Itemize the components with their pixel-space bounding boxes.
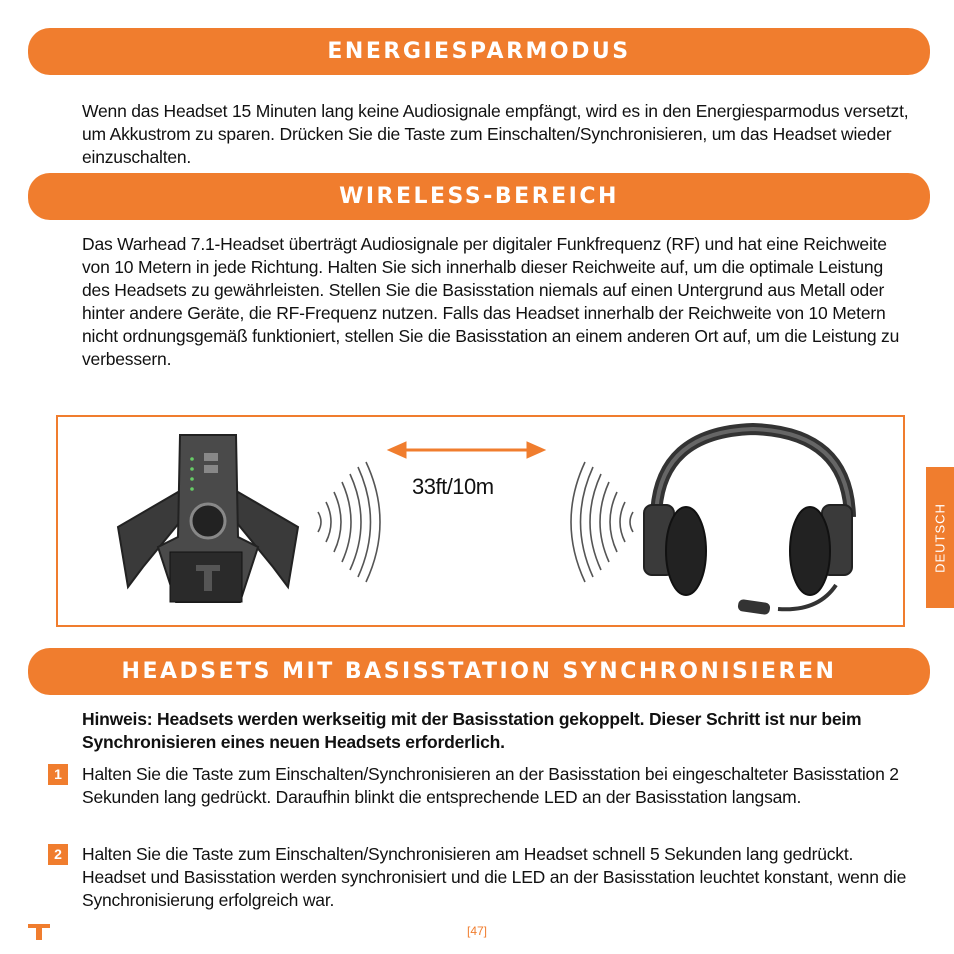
paragraph-power-save: Wenn das Headset 15 Minuten lang keine Audiosignale empfängt, wird es in den Energiesparmodus versetzt, um Akkustrom zu sparen. Drücken Sie die Taste zum Einschalten/Synchronisieren, um das Headset wieder einzuschalten. — [82, 101, 909, 167]
headset-image — [644, 429, 852, 615]
step-1-number: 1 — [48, 764, 68, 785]
section-title-power-save: ENERGIESPARMODUS — [327, 39, 631, 64]
step-2-text: Halten Sie die Taste zum Einschalten/Synchronisieren am Headset schnell 5 Sekunden lang gedrückt. Headset und Basisstation werden synchronisiert und die LED an der Basisstation leuchtet konstant, wenn die Synchronisierung erfolgreich war. — [82, 844, 907, 910]
range-illustration — [58, 417, 903, 625]
range-arrow — [388, 442, 545, 458]
sync-note: Hinweis: Headsets werden werkseitig mit der Basisstation gekoppelt. Dieser Schritt ist nur beim Synchronisieren eines neuen Headsets erforderlich. — [82, 709, 862, 752]
wireless-range-figure — [56, 415, 905, 627]
section-banner-power-save — [28, 28, 930, 75]
signal-waves-right — [571, 462, 633, 582]
paragraph-wireless-range: Das Warhead 7.1-Headset überträgt Audiosignale per digitaler Funkfrequenz (RF) und hat eine Reichweite von 10 Metern in jede Richtung. Halten Sie sich innerhalb dieser Reichweite auf, um die optimale Leistung des Headsets zu gewährleisten. Stellen Sie die Basisstation niemals auf einen Untergrund aus Metall oder hinter andere Geräte, die RF-Frequenz nutzen. Falls das Headset innerhalb der Reichweite von 10 Metern nicht ordnungsgemäß funktioniert, stellen Sie die Basisstation an einem anderen Ort auf, um die Leistung zu verbessern. — [82, 234, 900, 369]
page-number: [47] — [466, 924, 487, 938]
section-title-sync: HEADSETS MIT BASISSTATION SYNCHRONISIEREN — [121, 659, 837, 684]
range-label: 33ft/10m — [412, 474, 494, 499]
section-banner-sync — [28, 648, 930, 695]
step-1-text: Halten Sie die Taste zum Einschalten/Synchronisieren an der Basisstation bei eingeschalteter Basisstation 2 Sekunden lang gedrückt. Daraufhin blinkt die entsprechende LED an der Basisstation langsam. — [82, 764, 899, 807]
signal-waves-left — [318, 462, 380, 582]
language-tab — [926, 467, 954, 608]
section-banner-wireless-range — [28, 173, 930, 220]
step-2-number: 2 — [48, 844, 68, 865]
language-tab-label: DEUTSCH — [932, 502, 948, 573]
base-station-image — [118, 435, 298, 602]
section-title-wireless-range: WIRELESS-BEREICH — [339, 184, 619, 209]
